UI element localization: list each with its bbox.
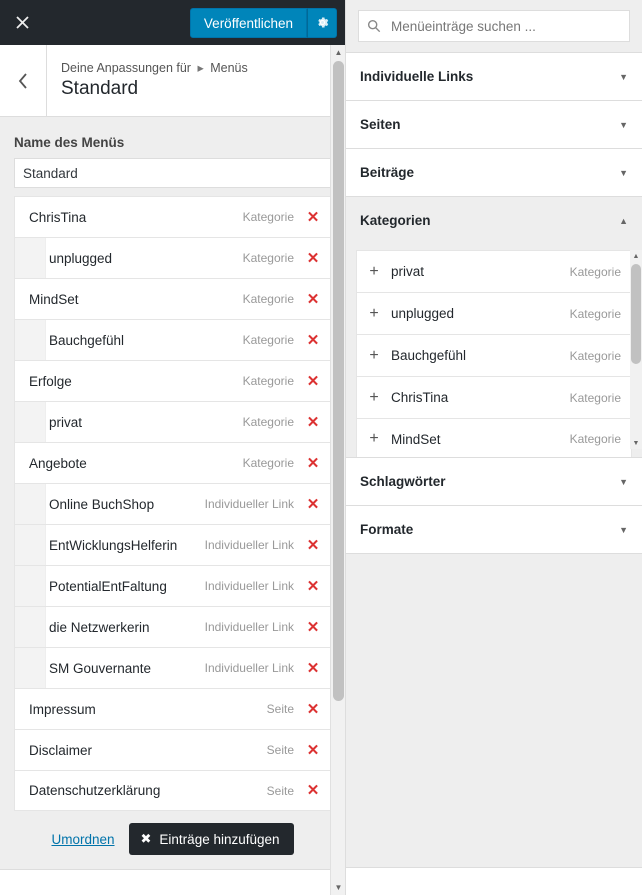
accordion-body [346, 244, 642, 457]
menu-item-title: SM Gouvernante [49, 660, 152, 676]
menu-item-title: Datenschutzerklärung [29, 783, 161, 798]
accordion-header[interactable] [346, 506, 642, 553]
menu-item-title: die Netzwerkerin [49, 619, 150, 635]
menu-item-type: Kategorie [242, 292, 294, 306]
available-item-type: Kategorie [569, 348, 621, 363]
menu-item-type: Seite [266, 783, 294, 798]
remove-icon[interactable]: ✕ [306, 290, 320, 308]
menu-item-title: privat [49, 414, 83, 430]
menu-item-title: unplugged [49, 250, 113, 266]
menu-name-input[interactable] [14, 158, 331, 188]
menu-editor-body [0, 117, 345, 813]
available-items-scrollbar[interactable] [630, 250, 642, 449]
remove-icon[interactable]: ✕ [306, 536, 320, 554]
menu-item-type: Seite [266, 702, 294, 716]
search-input[interactable] [389, 11, 629, 41]
menu-item-type: Individueller Link [204, 497, 294, 511]
available-item-row[interactable] [356, 250, 632, 292]
available-item-row[interactable] [356, 334, 632, 376]
chevron-left-icon[interactable] [0, 45, 47, 116]
available-item-row[interactable] [356, 292, 632, 334]
chevron-up-icon: ▲ [619, 215, 628, 226]
available-item-title: privat [391, 264, 425, 279]
panel-section-header [0, 45, 345, 117]
menu-item-type: Seite [266, 743, 294, 757]
accordion-title: Seiten [360, 117, 401, 132]
close-icon[interactable] [0, 0, 45, 45]
right-bottom-strip [346, 867, 642, 895]
accordion-header[interactable] [346, 458, 642, 505]
menu-item-row[interactable] [14, 483, 331, 524]
plus-icon[interactable]: + [369, 262, 379, 280]
accordion-section [346, 458, 642, 506]
add-items-label: Einträge hinzufügen [159, 831, 280, 847]
section-titles [47, 45, 260, 116]
plus-icon[interactable]: + [369, 304, 379, 322]
menu-item-type: Kategorie [242, 374, 294, 388]
menu-item-row[interactable] [14, 688, 331, 729]
available-item-type: Kategorie [569, 306, 621, 321]
chevron-down-icon: ▼ [619, 119, 628, 130]
left-bottom-strip [0, 869, 345, 895]
accordion-title: Formate [360, 522, 414, 537]
scroll-up-icon[interactable]: ▲ [334, 48, 343, 57]
accordion-section [346, 101, 642, 149]
available-item-row[interactable] [356, 418, 632, 457]
menu-item-row[interactable] [14, 319, 331, 360]
page-title: Standard [61, 78, 139, 100]
menu-item-title: Online BuchShop [49, 496, 155, 512]
remove-icon[interactable]: ✕ [306, 331, 320, 349]
add-items-button[interactable] [129, 823, 294, 855]
menu-item-row[interactable] [14, 606, 331, 647]
search-wrap [346, 0, 642, 52]
chevron-down-icon: ▼ [619, 71, 628, 82]
search-box[interactable] [358, 10, 630, 42]
chevron-down-icon: ▼ [619, 524, 628, 535]
menu-editor-footer [0, 813, 345, 869]
menu-item-type: Kategorie [242, 210, 294, 224]
accordion-section [346, 506, 642, 554]
available-items-accordion [346, 52, 642, 554]
menu-item-row[interactable] [14, 401, 331, 442]
menu-item-title: Erfolge [29, 373, 72, 389]
remove-icon[interactable]: ✕ [306, 700, 320, 718]
menu-item-type: Kategorie [242, 456, 294, 470]
menu-item-type: Kategorie [242, 251, 294, 265]
menu-item-title: Angebote [29, 455, 87, 471]
accordion-header[interactable] [346, 53, 642, 100]
accordion-section [346, 149, 642, 197]
menu-item-title: MindSet [29, 291, 79, 307]
menu-item-row[interactable] [14, 770, 331, 811]
plus-icon[interactable]: + [369, 430, 379, 447]
accordion-header[interactable] [346, 197, 642, 244]
breadcrumb-root: Deine Anpassungen für [61, 61, 191, 76]
accordion-title: Kategorien [360, 213, 431, 228]
topbar-actions [190, 0, 345, 45]
publish-button[interactable]: Veröffentlichen [190, 8, 307, 38]
menu-item-row[interactable] [14, 524, 331, 565]
gear-icon[interactable] [307, 8, 337, 38]
available-item-title: unplugged [391, 306, 455, 321]
menu-item-title: ChrisTina [29, 209, 87, 225]
scrollbar-thumb[interactable] [631, 264, 641, 364]
menu-item-title: PotentialEntFaltung [49, 578, 167, 594]
available-item-title: MindSet [391, 431, 441, 447]
menu-item-type: Individueller Link [204, 620, 294, 634]
remove-icon[interactable]: ✕ [306, 495, 320, 513]
available-item-row[interactable] [356, 376, 632, 418]
remove-icon[interactable]: ✕ [306, 413, 320, 431]
available-item-type: Kategorie [569, 264, 621, 279]
remove-icon[interactable]: ✕ [306, 208, 320, 226]
breadcrumb-separator-icon: ▸ [197, 61, 204, 76]
accordion-header[interactable] [346, 101, 642, 148]
menu-item-type: Individueller Link [204, 538, 294, 552]
available-item-title: Bauchgefühl [391, 348, 467, 363]
menu-item-row[interactable] [14, 729, 331, 770]
accordion-title: Beiträge [360, 165, 415, 180]
available-items-list [356, 250, 632, 457]
menu-item-title: Disclaimer [29, 742, 93, 758]
menu-item-row[interactable] [14, 442, 331, 483]
menu-item-row[interactable] [14, 647, 331, 688]
accordion-section [346, 197, 642, 458]
remove-icon[interactable]: ✕ [306, 372, 320, 390]
remove-icon[interactable]: ✕ [306, 782, 320, 799]
remove-icon[interactable]: ✕ [306, 454, 320, 472]
available-item-type: Kategorie [569, 390, 621, 405]
available-menu-items-panel [346, 0, 642, 895]
plus-icon[interactable]: + [369, 346, 379, 364]
menu-name-label: Name des Menüs [14, 135, 125, 150]
menu-item-type: Individueller Link [204, 579, 294, 593]
accordion-header[interactable] [346, 149, 642, 196]
customizer-topbar [0, 0, 345, 45]
menu-item-row[interactable] [14, 237, 331, 278]
close-x-icon: ✖ [140, 831, 152, 846]
menu-item-row[interactable] [14, 360, 331, 401]
search-icon [359, 19, 389, 33]
menu-item-type: Individueller Link [204, 661, 294, 675]
scroll-down-icon[interactable]: ▼ [632, 439, 640, 447]
menu-item-type: Kategorie [242, 415, 294, 429]
accordion-title: Individuelle Links [360, 69, 474, 84]
remove-icon[interactable]: ✕ [306, 741, 320, 759]
menu-item-title: Impressum [29, 701, 96, 717]
reorder-link[interactable]: Umordnen [51, 831, 115, 847]
remove-icon[interactable]: ✕ [306, 577, 320, 595]
menu-item-title: EntWicklungsHelferin [49, 537, 178, 553]
accordion-section [346, 52, 642, 101]
chevron-down-icon: ▼ [619, 476, 628, 487]
remove-icon[interactable]: ✕ [306, 618, 320, 636]
remove-icon[interactable]: ✕ [306, 659, 320, 677]
available-item-type: Kategorie [569, 432, 621, 446]
scroll-up-icon[interactable]: ▲ [632, 252, 640, 260]
remove-icon[interactable]: ✕ [306, 249, 320, 267]
menu-editor-inner [0, 117, 345, 811]
accordion-title: Schlagwörter [360, 474, 446, 489]
menu-items-list [14, 196, 331, 811]
menu-item-title: Bauchgefühl [49, 332, 125, 348]
menu-item-type: Kategorie [242, 333, 294, 347]
scrollbar-thumb[interactable] [333, 61, 344, 701]
menu-item-row[interactable] [14, 196, 331, 237]
plus-icon[interactable]: + [369, 388, 379, 406]
breadcrumb-current[interactable]: Menüs [210, 61, 248, 76]
chevron-down-icon: ▼ [619, 167, 628, 178]
sidebar-scrollbar[interactable] [330, 45, 345, 895]
available-item-title: ChrisTina [391, 390, 449, 405]
menu-item-row[interactable] [14, 278, 331, 319]
menu-item-row[interactable] [14, 565, 331, 606]
breadcrumb [61, 60, 248, 75]
scroll-down-icon[interactable]: ▼ [334, 883, 343, 892]
